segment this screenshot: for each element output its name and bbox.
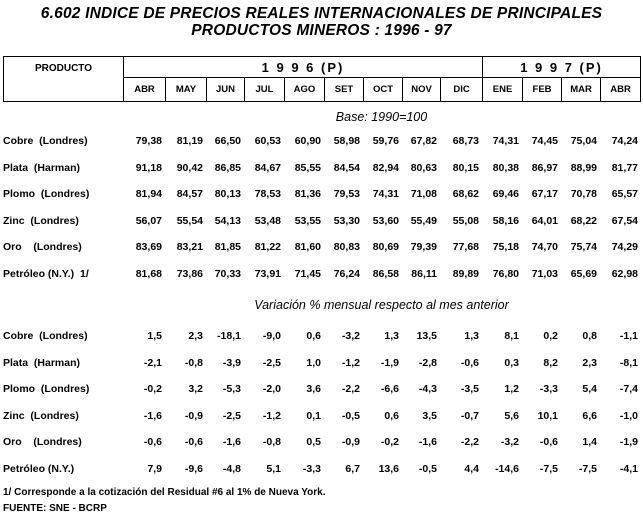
cell-value: 6,6	[582, 409, 597, 422]
cell-value: 60,90	[294, 135, 321, 148]
cell-value: 74,29	[611, 241, 638, 254]
cell-value: 0,2	[543, 330, 558, 343]
cell-value: 79,53	[333, 188, 360, 201]
table-row	[3, 350, 640, 377]
cell-value: 60,53	[254, 135, 281, 148]
month-header: ABR	[124, 78, 166, 102]
row-label: Plata (Harman)	[3, 356, 81, 369]
table-row	[3, 429, 640, 456]
cell-value: -7,4	[619, 383, 638, 396]
source-line: FUENTE: SNE - BCRP	[3, 503, 107, 514]
cell-value: 0,8	[582, 330, 597, 343]
cell-value: 68,22	[570, 214, 597, 227]
table-row	[3, 323, 640, 350]
row-label: Zinc (Londres)	[3, 214, 79, 227]
row-label: Petróleo (N.Y.) 1/	[3, 267, 89, 280]
cell-value: -9,0	[262, 330, 281, 343]
cell-value: 86,58	[372, 267, 399, 280]
cell-value: 5,1	[266, 462, 281, 475]
cell-value: 70,78	[570, 188, 597, 201]
cell-value: 79,39	[410, 241, 437, 254]
cell-value: 53,55	[294, 214, 321, 227]
cell-value: 89,89	[452, 267, 479, 280]
cell-value: 55,54	[176, 214, 203, 227]
month-header: MAR	[562, 78, 601, 102]
cell-value: 81,85	[214, 241, 241, 254]
cell-value: 53,48	[254, 214, 281, 227]
row-label: Zinc (Londres)	[3, 409, 79, 422]
cell-value: 54,13	[214, 214, 241, 227]
year-1996-header: 1 9 9 6 (P)	[124, 57, 483, 78]
cell-value: 1,4	[582, 436, 597, 449]
cell-value: -0,5	[418, 462, 437, 475]
cell-value: -1,1	[619, 330, 638, 343]
cell-value: 4,4	[464, 462, 479, 475]
cell-value: 80,38	[492, 161, 519, 174]
cell-value: 81,19	[176, 135, 203, 148]
cell-value: 13,5	[416, 330, 437, 343]
cell-value: 13,6	[378, 462, 399, 475]
row-label: Oro (Londres)	[3, 436, 82, 449]
cell-value: -1,6	[418, 436, 437, 449]
cell-value: 80,63	[410, 161, 437, 174]
cell-value: 55,49	[410, 214, 437, 227]
month-header: NOV	[403, 78, 441, 102]
cell-value: -2,0	[262, 383, 281, 396]
cell-value: 76,24	[333, 267, 360, 280]
cell-value: -0,6	[460, 356, 479, 369]
cell-value: -6,6	[380, 383, 399, 396]
cell-value: 80,69	[372, 241, 399, 254]
table-row	[3, 376, 640, 403]
cell-value: -18,1	[217, 330, 241, 343]
month-header: FEB	[523, 78, 562, 102]
cell-value: 74,31	[492, 135, 519, 148]
cell-value: 83,69	[135, 241, 162, 254]
month-header: SET	[325, 78, 364, 102]
cell-value: 70,33	[214, 267, 241, 280]
cell-value: -2,8	[418, 356, 437, 369]
cell-value: -3,5	[460, 383, 479, 396]
cell-value: 68,62	[452, 188, 479, 201]
cell-value: 75,04	[570, 135, 597, 148]
cell-value: 88,99	[570, 161, 597, 174]
month-header: JUN	[207, 78, 245, 102]
cell-value: 81,94	[135, 188, 162, 201]
table-row	[3, 261, 640, 288]
cell-value: 73,91	[254, 267, 281, 280]
cell-value: 85,55	[294, 161, 321, 174]
cell-value: -8,1	[619, 356, 638, 369]
cell-value: -1,2	[262, 409, 281, 422]
cell-value: 58,98	[333, 135, 360, 148]
cell-value: -4,1	[619, 462, 638, 475]
cell-value: 80,83	[333, 241, 360, 254]
cell-value: 76,80	[492, 267, 519, 280]
cell-value: -3,2	[341, 330, 360, 343]
cell-value: 71,08	[410, 188, 437, 201]
cell-value: -7,5	[578, 462, 597, 475]
month-header: MAY	[166, 78, 207, 102]
month-header: OCT	[364, 78, 403, 102]
cell-value: -3,3	[302, 462, 321, 475]
cell-value: -1,0	[619, 409, 638, 422]
cell-value: 79,38	[135, 135, 162, 148]
cell-value: 7,9	[147, 462, 162, 475]
cell-value: -0,9	[341, 436, 360, 449]
month-header: ENE	[483, 78, 523, 102]
section2-label: Variación % mensual respecto al mes anterior	[254, 298, 509, 312]
cell-value: 65,69	[570, 267, 597, 280]
cell-value: 0,1	[306, 409, 321, 422]
cell-value: 74,70	[531, 241, 558, 254]
title-line-2: PRODUCTOS MINEROS : 1996 - 97	[191, 22, 452, 39]
cell-value: -0,2	[143, 383, 162, 396]
table-row	[3, 234, 640, 261]
cell-value: 81,22	[254, 241, 281, 254]
row-label: Cobre (Londres)	[3, 330, 88, 343]
month-header: AGO	[285, 78, 325, 102]
cell-value: -0,2	[380, 436, 399, 449]
row-label: Petróleo (N.Y.)	[3, 462, 75, 475]
cell-value: 66,50	[214, 135, 241, 148]
cell-value: 73,86	[176, 267, 203, 280]
cell-value: -1,6	[222, 436, 241, 449]
cell-value: 55,08	[452, 214, 479, 227]
cell-value: 58,16	[492, 214, 519, 227]
cell-value: 86,11	[411, 267, 437, 280]
row-label: Plomo (Londres)	[3, 188, 90, 201]
cell-value: 1,3	[384, 330, 399, 343]
cell-value: -2,2	[460, 436, 479, 449]
cell-value: -0,6	[539, 436, 558, 449]
cell-value: 2,3	[582, 356, 597, 369]
cell-value: 81,60	[294, 241, 321, 254]
year-1997-header: 1 9 9 7 (P)	[483, 57, 641, 78]
data-table	[3, 106, 640, 482]
cell-value: 75,74	[570, 241, 597, 254]
section1-label: Base: 1990=100	[335, 110, 428, 124]
cell-value: 53,60	[372, 214, 399, 227]
cell-value: 74,31	[372, 188, 399, 201]
cell-value: 86,85	[214, 161, 241, 174]
cell-value: -14,6	[495, 462, 519, 475]
footnote: 1/ Corresponde a la cotización del Residual #6 al 1% de Nueva York.	[3, 487, 326, 498]
cell-value: 3,5	[422, 409, 437, 422]
cell-value: 75,18	[492, 241, 519, 254]
cell-value: 1,2	[504, 383, 519, 396]
cell-value: 80,15	[452, 161, 479, 174]
cell-value: 74,45	[531, 135, 558, 148]
cell-value: -0,8	[262, 436, 281, 449]
cell-value: 1,3	[464, 330, 479, 343]
cell-value: 3,6	[306, 383, 321, 396]
cell-value: -0,7	[460, 409, 479, 422]
row-label: Plata (Harman)	[3, 161, 81, 174]
cell-value: 62,98	[611, 267, 638, 280]
cell-value: 59,76	[372, 135, 399, 148]
cell-value: 81,36	[294, 188, 321, 201]
cell-value: 0,6	[306, 330, 321, 343]
cell-value: 83,21	[176, 241, 203, 254]
month-header: JUL	[245, 78, 285, 102]
cell-value: 71,03	[531, 267, 558, 280]
month-header: DIC	[441, 78, 483, 102]
cell-value: 64,01	[531, 214, 558, 227]
cell-value: 3,2	[188, 383, 203, 396]
cell-value: 69,46	[492, 188, 519, 201]
cell-value: 91,18	[135, 161, 162, 174]
cell-value: 67,82	[410, 135, 437, 148]
cell-value: -0,9	[184, 409, 203, 422]
cell-value: 82,94	[372, 161, 399, 174]
cell-value: 10,1	[537, 409, 558, 422]
cell-value: 68,73	[452, 135, 479, 148]
cell-value: -4,8	[222, 462, 241, 475]
cell-value: 65,57	[611, 188, 638, 201]
title-line-1: 6.602 INDICE DE PRECIOS REALES INTERNACIONALES DE PRINCIPALES	[40, 5, 603, 22]
cell-value: -1,9	[619, 436, 638, 449]
cell-value: -3,2	[500, 436, 519, 449]
cell-value: 5,6	[504, 409, 519, 422]
cell-value: 84,54	[333, 161, 360, 174]
cell-value: -2,5	[262, 356, 281, 369]
cell-value: 56,07	[135, 214, 162, 227]
cell-value: -0,8	[184, 356, 203, 369]
cell-value: -3,9	[222, 356, 241, 369]
cell-value: 5,4	[582, 383, 597, 396]
cell-value: 2,3	[188, 330, 203, 343]
cell-value: -0,5	[341, 409, 360, 422]
producto-header: PRODUCTO	[4, 57, 124, 102]
cell-value: 67,17	[531, 188, 558, 201]
cell-value: 81,68	[135, 267, 162, 280]
cell-value: 0,5	[306, 436, 321, 449]
cell-value: 84,67	[254, 161, 281, 174]
cell-value: 78,53	[254, 188, 281, 201]
cell-value: -0,6	[143, 436, 162, 449]
table-row	[3, 128, 640, 155]
cell-value: 8,1	[504, 330, 519, 343]
cell-value: 6,7	[345, 462, 360, 475]
cell-value: 67,54	[611, 214, 638, 227]
row-label: Oro (Londres)	[3, 241, 82, 254]
cell-value: 90,42	[176, 161, 203, 174]
cell-value: 84,57	[176, 188, 203, 201]
cell-value: -1,9	[380, 356, 399, 369]
cell-value: 1,0	[306, 356, 321, 369]
cell-value: 0,6	[384, 409, 399, 422]
row-label: Cobre (Londres)	[3, 135, 88, 148]
month-header: ABR	[601, 78, 641, 102]
cell-value: 86,97	[531, 161, 558, 174]
cell-value: -2,5	[222, 409, 241, 422]
cell-value: -0,6	[184, 436, 203, 449]
cell-value: -1,6	[143, 409, 162, 422]
table-row	[3, 181, 640, 208]
cell-value: -2,1	[143, 356, 162, 369]
cell-value: 53,30	[333, 214, 360, 227]
cell-value: 80,13	[214, 188, 241, 201]
cell-value: -3,3	[539, 383, 558, 396]
cell-value: 0,3	[504, 356, 519, 369]
table-row	[3, 403, 640, 430]
row-label: Plomo (Londres)	[3, 383, 90, 396]
cell-value: -9,6	[184, 462, 203, 475]
table-row	[3, 456, 640, 483]
cell-value: -7,5	[539, 462, 558, 475]
table-row	[3, 208, 640, 235]
cell-value: 74,24	[611, 135, 638, 148]
cell-value: -1,2	[341, 356, 360, 369]
cell-value: -5,3	[222, 383, 241, 396]
table-row	[3, 155, 640, 182]
cell-value: 1,5	[147, 330, 162, 343]
cell-value: 8,2	[543, 356, 558, 369]
header-table	[3, 56, 641, 102]
cell-value: -2,2	[341, 383, 360, 396]
cell-value: 71,45	[294, 267, 321, 280]
cell-value: 81,77	[611, 161, 638, 174]
cell-value: -4,3	[418, 383, 437, 396]
cell-value: 77,68	[452, 241, 479, 254]
